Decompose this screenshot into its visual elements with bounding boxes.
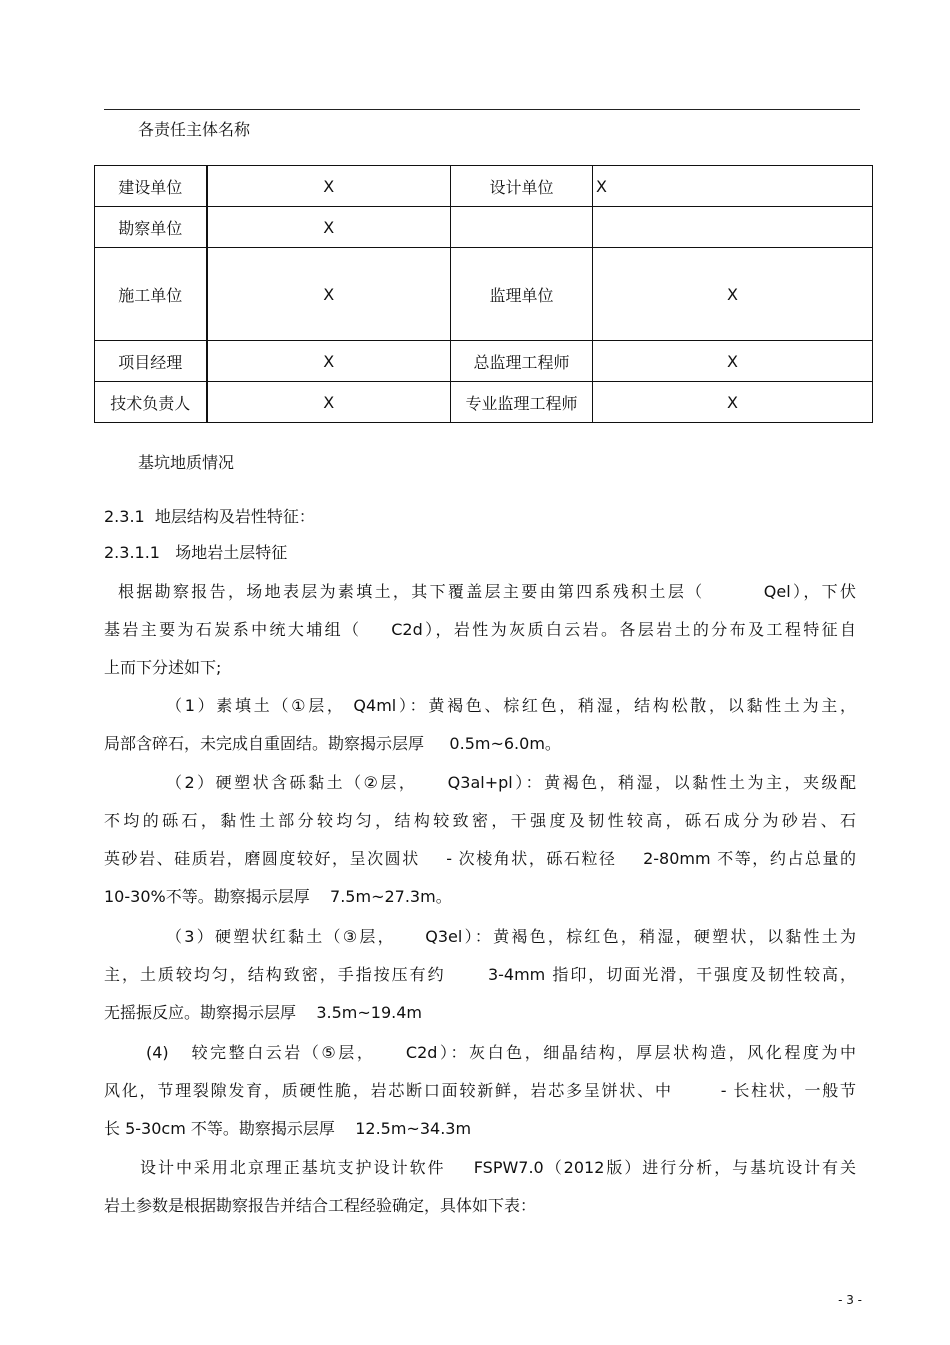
text-line: （3）硬塑状红黏土（③层， Q3el）：黄褐色，棕红色，稍湿，硬塑状，以黏性土为	[166, 927, 856, 946]
text-line: 风化，节理裂隙发育，质硬性脆，岩芯断口面较新鲜，岩芯多呈饼状、中 - 长柱状，一般节	[104, 1081, 856, 1100]
table-row	[95, 207, 873, 248]
table-cell	[451, 207, 593, 248]
text-line: 长 5-30cm 不等。勘察揭示层厚 12.5m~34.3m	[104, 1119, 472, 1138]
responsible-parties-table	[94, 165, 873, 423]
table-cell: 监理单位	[451, 248, 593, 341]
table-cell	[593, 207, 873, 248]
text-line: 基岩主要为石炭系中统大埔组（ C2d），岩性为灰质白云岩。各层岩土的分布及工程特征自	[104, 620, 856, 639]
paragraph-layer-1	[104, 687, 856, 763]
table-cell: 专业监理工程师	[451, 382, 593, 423]
text-line: 设计中采用北京理正基坑支护设计软件 FSPW7.0（2012版）进行分析，与基坑设计有关	[140, 1158, 856, 1177]
table-cell: X	[207, 341, 451, 382]
text-line: 无摇振反应。勘察揭示层厚 3.5m~19.4m	[104, 1003, 422, 1022]
table-cell: 施工单位	[95, 248, 207, 341]
text-line: 局部含碎石，未完成自重固结。勘察揭示层厚 0.5m~6.0m。	[104, 734, 561, 753]
table-cell: X	[207, 207, 451, 248]
table-cell: 总监理工程师	[451, 341, 593, 382]
table-cell: 勘察单位	[95, 207, 207, 248]
table-cell: X	[207, 248, 451, 341]
paragraph-design-software	[104, 1149, 856, 1225]
table-row	[95, 382, 873, 423]
heading-2-3-1-1: 2.3.1.1 场地岩土层特征	[104, 543, 288, 562]
text-line: 根据勘察报告，场地表层为素填土，其下覆盖层主要由第四系残积土层（ Qel），下伏	[118, 582, 856, 601]
table-cell: X	[593, 341, 873, 382]
table-cell: X	[593, 166, 873, 207]
paragraph-layer-4	[104, 1034, 856, 1148]
text-line: 不均的砾石，黏性土部分较均匀，结构较致密，干强度及韧性较高，砾石成分为砂岩、石	[104, 811, 856, 830]
text-line: （1）素填土（①层， Q4ml）：黄褐色、棕红色，稍湿，结构松散，以黏性土为主，	[166, 696, 856, 715]
section-title-geology: 基坑地质情况	[138, 453, 235, 472]
table-cell: 技术负责人	[95, 382, 207, 423]
heading-2-3-1: 2.3.1 地层结构及岩性特征：	[104, 507, 315, 526]
text-line: 10-30%不等。勘察揭示层厚 7.5m~27.3m。	[104, 887, 452, 906]
text-line: 上而下分述如下;	[104, 658, 222, 677]
table-cell: 项目经理	[95, 341, 207, 382]
table-cell: X	[207, 382, 451, 423]
paragraph-layer-2	[104, 764, 856, 916]
table-row	[95, 341, 873, 382]
text-line: 主，土质较均匀，结构致密，手指按压有约 3-4mm 指印，切面光滑，干强度及韧性较高，	[104, 965, 856, 984]
table-cell: 建设单位	[95, 166, 207, 207]
table-cell: X	[207, 166, 451, 207]
table-cell: X	[593, 248, 873, 341]
paragraph-intro	[104, 573, 856, 687]
table-cell: 设计单位	[451, 166, 593, 207]
text-line: (4) 较完整白云岩（⑤层， C2d）：灰白色，细晶结构，厚层状构造，风化程度为中	[146, 1043, 856, 1062]
table-cell: X	[593, 382, 873, 423]
text-line: （2）硬塑状含砾黏土（②层， Q3al+pl）：黄褐色，稍湿，以黏性土为主，夹级配	[166, 773, 856, 792]
section-title-responsible-parties: 各责任主体名称	[138, 120, 251, 139]
text-line: 英砂岩、硅质岩，磨圆度较好，呈次圆状 - 次棱角状，砾石粒径 2-80mm 不等，约占总量的	[104, 849, 856, 868]
header-rule	[104, 109, 860, 110]
text-line: 岩土参数是根据勘察报告并结合工程经验确定，具体如下表：	[104, 1196, 537, 1215]
page-number: - 3 -	[838, 1293, 862, 1307]
paragraph-layer-3	[104, 918, 856, 1032]
table-row	[95, 248, 873, 341]
table-row	[95, 166, 873, 207]
